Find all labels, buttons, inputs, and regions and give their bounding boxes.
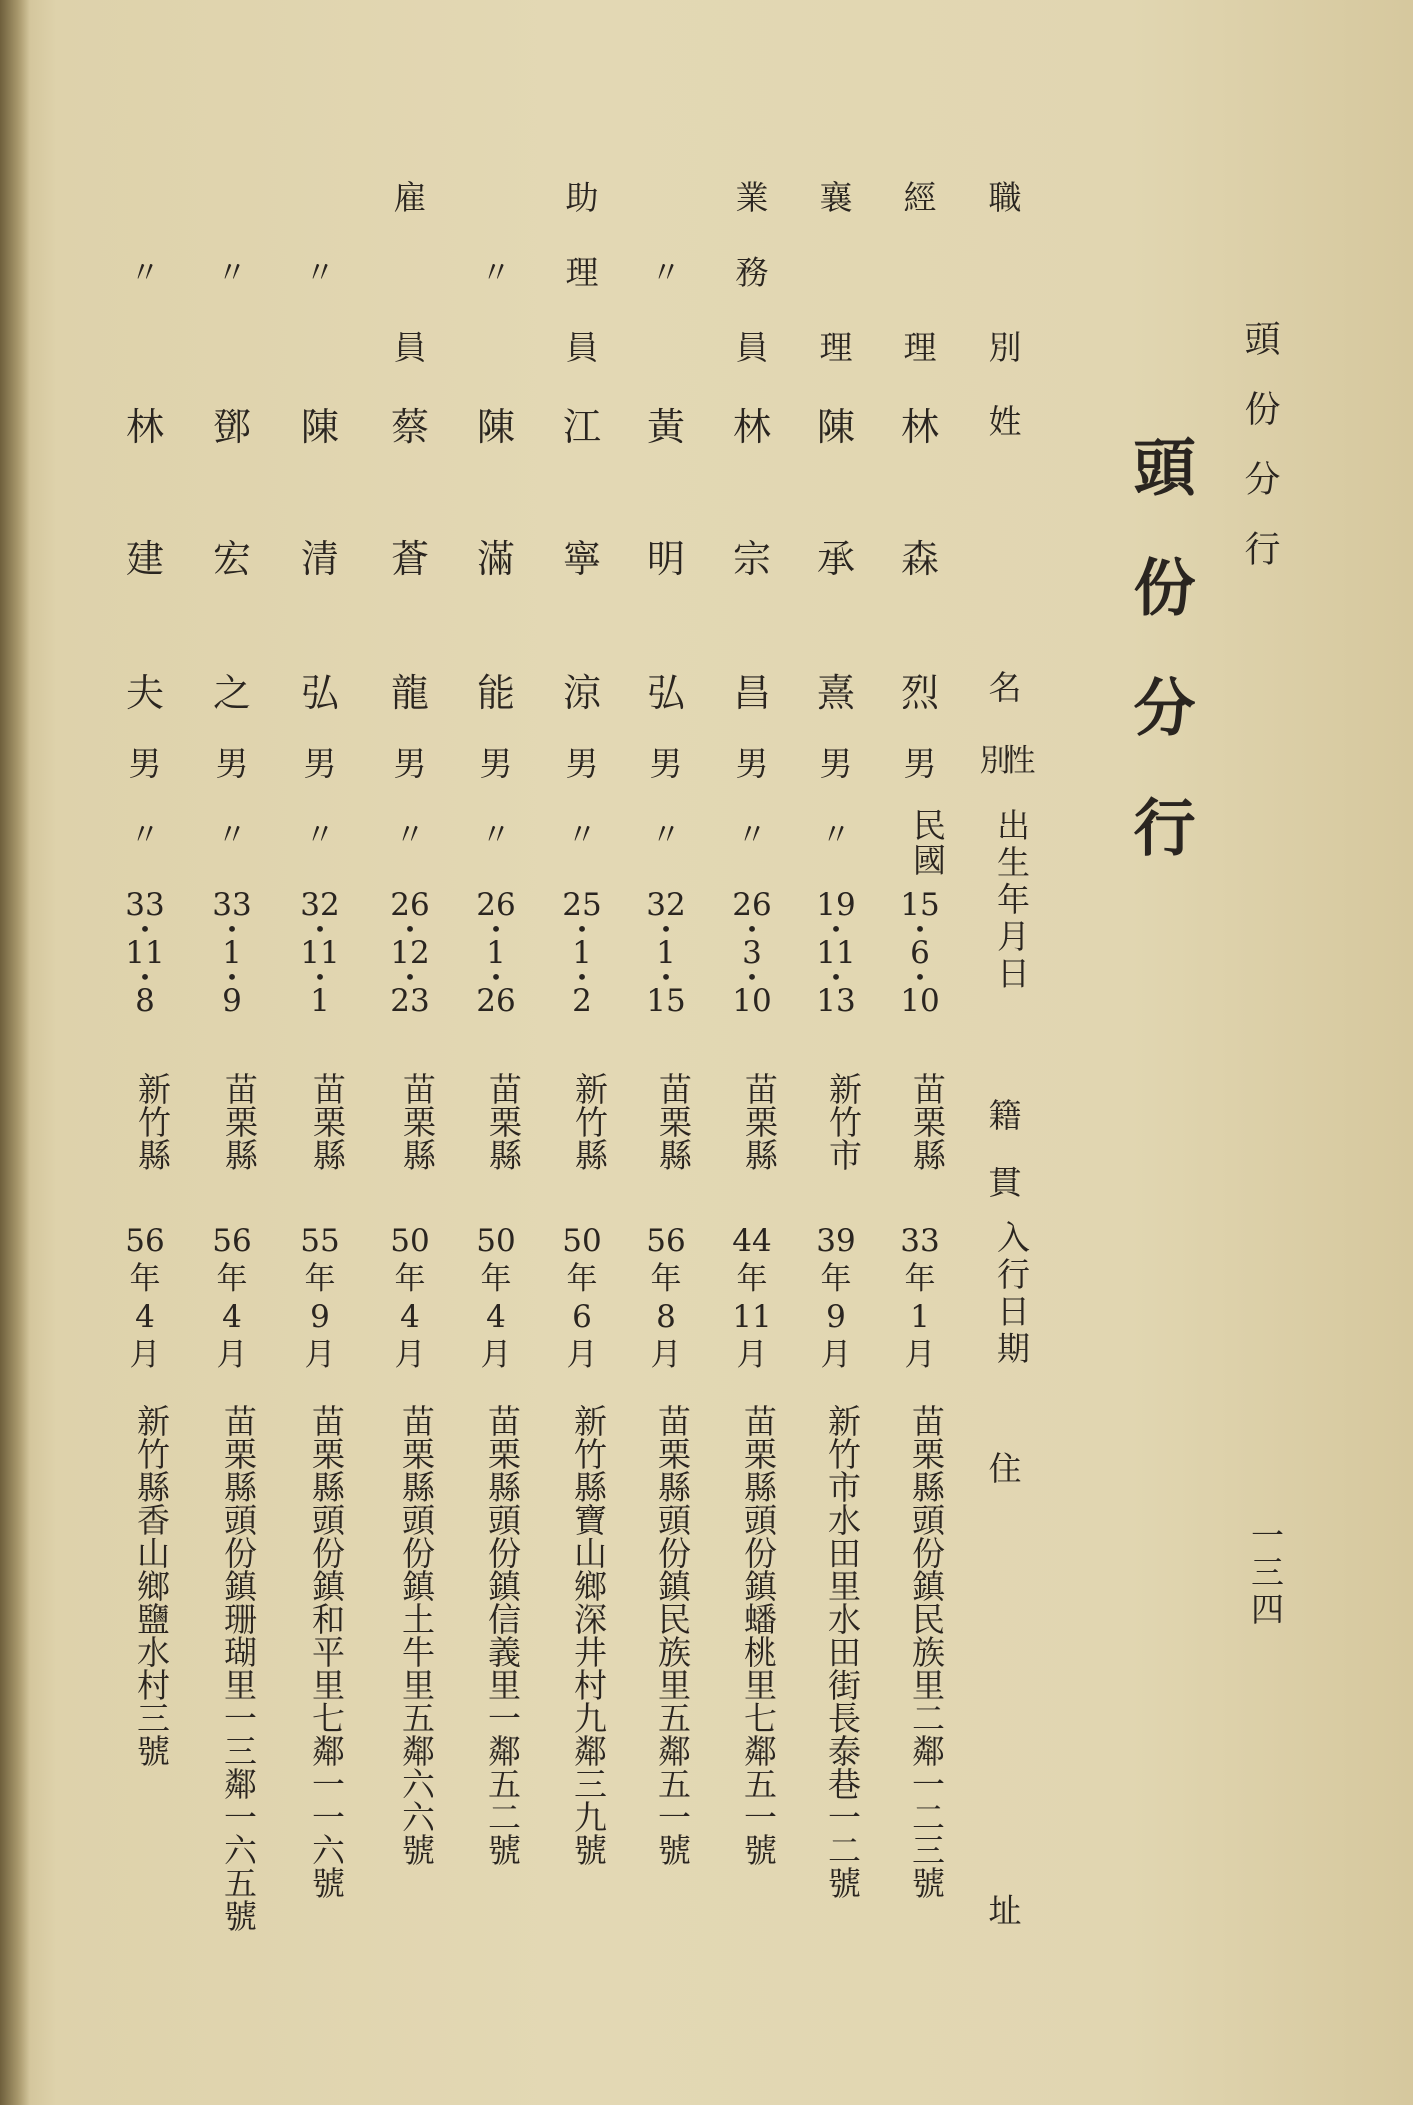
staff-joined-date xyxy=(552,1222,612,1374)
staff-surname: 陳 xyxy=(817,405,856,449)
staff-sex: 男 xyxy=(303,744,337,783)
staff-sex: 男 xyxy=(649,744,683,783)
birth-year: 32 xyxy=(646,887,686,923)
birth-month: 1 xyxy=(222,935,242,971)
birth-ditto-mark: 〃 xyxy=(217,818,247,853)
staff-given-name: 滿 xyxy=(477,537,516,581)
separator-dot: • xyxy=(139,917,151,941)
title-ditto-mark: 〃 xyxy=(305,256,335,291)
separator-dot: • xyxy=(314,965,326,989)
header-name-char: 姓 xyxy=(988,402,1022,441)
separator-dot: • xyxy=(490,917,502,941)
staff-sex: 男 xyxy=(479,744,513,783)
separator-dot: • xyxy=(830,917,842,941)
joined-year: 39 xyxy=(816,1223,856,1259)
staff-birth-date xyxy=(806,888,866,1018)
separator-dot: • xyxy=(660,965,672,989)
staff-birth-date xyxy=(636,888,696,1018)
staff-sex: 男 xyxy=(735,744,769,783)
staff-sex: 男 xyxy=(819,744,853,783)
title-char: 員 xyxy=(565,328,599,367)
month-char: 月 xyxy=(216,1337,248,1373)
staff-given-name: 宏 xyxy=(213,537,252,581)
title-char: 經 xyxy=(903,178,937,217)
joined-year: 50 xyxy=(562,1223,602,1259)
staff-given-name: 烈 xyxy=(901,671,940,715)
staff-joined-date xyxy=(890,1222,950,1374)
separator-dot: • xyxy=(576,965,588,989)
separator-dot: • xyxy=(914,917,926,941)
birth-day: 15 xyxy=(646,983,686,1019)
year-char: 年 xyxy=(129,1261,161,1297)
staff-sex: 男 xyxy=(565,744,599,783)
birth-day: 8 xyxy=(135,983,155,1019)
joined-month: 11 xyxy=(732,1299,772,1335)
staff-given-name: 涼 xyxy=(563,671,602,715)
staff-given-name: 建 xyxy=(126,537,165,581)
staff-surname: 林 xyxy=(733,405,772,449)
year-char: 年 xyxy=(216,1261,248,1297)
staff-native-place: 苗栗縣 xyxy=(908,1072,947,1171)
title-char: 理 xyxy=(565,253,599,292)
birth-year: 25 xyxy=(562,887,602,923)
birth-month: 1 xyxy=(486,935,506,971)
birth-ditto-mark: 〃 xyxy=(481,818,511,853)
header-name-char: 名 xyxy=(988,668,1022,707)
header-joined: 入行日期 xyxy=(992,1220,1031,1368)
birth-day: 10 xyxy=(900,983,940,1019)
birth-month: 6 xyxy=(910,935,930,971)
staff-address: 苗栗縣頭份鎮民族里二鄰一二三號 xyxy=(907,1404,946,1899)
title-char: 務 xyxy=(735,253,769,292)
staff-address: 苗栗縣頭份鎮民族里五鄰五一號 xyxy=(653,1404,692,1866)
staff-joined-date xyxy=(380,1222,440,1374)
staff-address: 苗栗縣頭份鎮蟠桃里七鄰五一號 xyxy=(739,1404,778,1866)
year-char: 年 xyxy=(304,1261,336,1297)
staff-native-place: 新竹縣 xyxy=(570,1072,609,1171)
joined-month: 4 xyxy=(222,1299,242,1335)
birth-ditto-mark: 〃 xyxy=(130,818,160,853)
title-ditto-mark: 〃 xyxy=(217,256,247,291)
staff-native-place: 新竹縣 xyxy=(133,1072,172,1171)
birth-year: 19 xyxy=(816,887,856,923)
book-spine-shadow xyxy=(0,0,30,2105)
staff-given-name: 弘 xyxy=(301,671,340,715)
joined-year: 56 xyxy=(212,1223,252,1259)
section-title: 頭份分行 xyxy=(1123,435,1196,915)
separator-dot: • xyxy=(576,917,588,941)
title-char: 襄 xyxy=(819,178,853,217)
running-header: 頭份分行 xyxy=(1239,320,1280,600)
birth-year: 26 xyxy=(476,887,516,923)
birth-day: 10 xyxy=(732,983,772,1019)
staff-birth-date xyxy=(722,888,782,1018)
staff-surname: 蔡 xyxy=(391,405,430,449)
staff-native-place: 苗栗縣 xyxy=(398,1072,437,1171)
title-char: 雇 xyxy=(393,178,427,217)
header-address-char: 址 xyxy=(988,1891,1022,1930)
year-char: 年 xyxy=(904,1261,936,1297)
staff-sex: 男 xyxy=(128,744,162,783)
staff-address: 苗栗縣頭份鎮和平里七鄰一一六號 xyxy=(307,1404,346,1899)
birth-day: 1 xyxy=(310,983,330,1019)
staff-sex: 男 xyxy=(393,744,427,783)
title-char: 業 xyxy=(735,178,769,217)
birth-day: 13 xyxy=(816,983,856,1019)
separator-dot: • xyxy=(746,965,758,989)
birth-year: 15 xyxy=(900,887,940,923)
joined-month: 9 xyxy=(826,1299,846,1335)
joined-year: 56 xyxy=(646,1223,686,1259)
staff-birth-date xyxy=(115,888,175,1018)
birth-year: 26 xyxy=(390,887,430,923)
title-ditto-mark: 〃 xyxy=(481,256,511,291)
staff-given-name: 龍 xyxy=(391,671,430,715)
staff-given-name: 宗 xyxy=(733,537,772,581)
birth-month: 1 xyxy=(656,935,676,971)
staff-given-name: 昌 xyxy=(733,671,772,715)
staff-joined-date xyxy=(806,1222,866,1374)
staff-joined-date xyxy=(115,1222,175,1374)
birth-ditto-mark: 〃 xyxy=(821,818,851,853)
staff-birth-date xyxy=(552,888,612,1018)
header-sex-char: 別 xyxy=(979,743,1011,779)
staff-given-name: 寧 xyxy=(563,537,602,581)
birth-month: 3 xyxy=(742,935,762,971)
header-birth: 出生年月日 xyxy=(992,808,1031,993)
separator-dot: • xyxy=(139,965,151,989)
birth-month: 11 xyxy=(125,935,165,971)
title-ditto-mark: 〃 xyxy=(651,256,681,291)
year-char: 年 xyxy=(394,1261,426,1297)
month-char: 月 xyxy=(566,1337,598,1373)
joined-month: 4 xyxy=(486,1299,506,1335)
birth-year: 32 xyxy=(300,887,340,923)
page-number: 一三四 xyxy=(1246,1518,1285,1629)
staff-native-place: 苗栗縣 xyxy=(220,1072,259,1171)
staff-native-place: 新竹市 xyxy=(824,1072,863,1171)
staff-birth-date xyxy=(202,888,262,1018)
birth-ditto-mark: 〃 xyxy=(395,818,425,853)
birth-ditto-mark: 〃 xyxy=(305,818,335,853)
staff-given-name: 之 xyxy=(213,671,252,715)
staff-native-place: 苗栗縣 xyxy=(740,1072,779,1171)
month-char: 月 xyxy=(650,1337,682,1373)
year-char: 年 xyxy=(820,1261,852,1297)
staff-given-name: 森 xyxy=(901,537,940,581)
year-char: 年 xyxy=(736,1261,768,1297)
title-char: 員 xyxy=(393,328,427,367)
staff-sex: 男 xyxy=(903,744,937,783)
staff-given-name: 弘 xyxy=(647,671,686,715)
staff-surname: 林 xyxy=(126,405,165,449)
year-char: 年 xyxy=(566,1261,598,1297)
separator-dot: • xyxy=(226,965,238,989)
staff-address: 苗栗縣頭份鎮土牛里五鄰六六號 xyxy=(397,1404,436,1866)
birth-year: 33 xyxy=(212,887,252,923)
header-address-char: 住 xyxy=(988,1449,1022,1488)
separator-dot: • xyxy=(660,917,672,941)
separator-dot: • xyxy=(746,917,758,941)
staff-birth-date xyxy=(290,888,350,1018)
staff-address: 苗栗縣頭份鎮信義里一鄰五二號 xyxy=(483,1404,522,1866)
staff-given-name: 能 xyxy=(477,671,516,715)
month-char: 月 xyxy=(304,1337,336,1373)
header-native-char: 貫 xyxy=(988,1163,1022,1202)
month-char: 月 xyxy=(129,1337,161,1373)
joined-month: 4 xyxy=(135,1299,155,1335)
separator-dot: • xyxy=(226,917,238,941)
staff-given-name: 蒼 xyxy=(391,537,430,581)
year-char: 年 xyxy=(650,1261,682,1297)
joined-year: 44 xyxy=(732,1223,772,1259)
month-char: 月 xyxy=(820,1337,852,1373)
staff-surname: 黃 xyxy=(647,405,686,449)
joined-month: 6 xyxy=(572,1299,592,1335)
staff-joined-date xyxy=(722,1222,782,1374)
title-char: 理 xyxy=(819,328,853,367)
staff-surname: 江 xyxy=(563,405,602,449)
staff-surname: 陳 xyxy=(301,405,340,449)
staff-birth-date xyxy=(380,888,440,1018)
month-char: 月 xyxy=(904,1337,936,1373)
month-char: 月 xyxy=(736,1337,768,1373)
birth-year: 26 xyxy=(732,887,772,923)
header-title-char: 別 xyxy=(988,328,1022,367)
staff-given-name: 清 xyxy=(301,537,340,581)
staff-surname: 林 xyxy=(901,405,940,449)
staff-joined-date xyxy=(636,1222,696,1374)
staff-joined-date xyxy=(202,1222,262,1374)
staff-surname: 陳 xyxy=(477,405,516,449)
birth-day: 2 xyxy=(572,983,592,1019)
joined-year: 55 xyxy=(300,1223,340,1259)
staff-birth-date xyxy=(466,888,526,1018)
separator-dot: • xyxy=(914,965,926,989)
title-char: 助 xyxy=(565,178,599,217)
title-char: 理 xyxy=(903,328,937,367)
title-char: 員 xyxy=(735,328,769,367)
joined-year: 50 xyxy=(476,1223,516,1259)
birth-ditto-mark: 〃 xyxy=(651,818,681,853)
staff-given-name: 明 xyxy=(647,537,686,581)
staff-native-place: 苗栗縣 xyxy=(484,1072,523,1171)
birth-day: 9 xyxy=(222,983,242,1019)
joined-month: 9 xyxy=(310,1299,330,1335)
birth-prefix: 民國 xyxy=(908,808,947,878)
staff-birth-date xyxy=(890,888,950,1018)
birth-day: 26 xyxy=(476,983,516,1019)
birth-ditto-mark: 〃 xyxy=(567,818,597,853)
birth-month: 11 xyxy=(816,935,856,971)
month-char: 月 xyxy=(394,1337,426,1373)
staff-native-place: 苗栗縣 xyxy=(654,1072,693,1171)
year-char: 年 xyxy=(480,1261,512,1297)
staff-given-name: 夫 xyxy=(126,671,165,715)
separator-dot: • xyxy=(314,917,326,941)
separator-dot: • xyxy=(830,965,842,989)
staff-given-name: 熹 xyxy=(817,671,856,715)
staff-address: 新竹縣寶山鄉深井村九鄰三九號 xyxy=(569,1404,608,1866)
staff-address: 新竹縣香山鄉鹽水村三號 xyxy=(132,1404,171,1767)
staff-native-place: 苗栗縣 xyxy=(308,1072,347,1171)
birth-month: 12 xyxy=(390,935,430,971)
month-char: 月 xyxy=(480,1337,512,1373)
birth-year: 33 xyxy=(125,887,165,923)
joined-month: 4 xyxy=(400,1299,420,1335)
staff-given-name: 承 xyxy=(817,537,856,581)
staff-surname: 鄧 xyxy=(213,405,252,449)
birth-month: 11 xyxy=(300,935,340,971)
staff-sex: 男 xyxy=(215,744,249,783)
joined-month: 8 xyxy=(656,1299,676,1335)
header-title-char: 職 xyxy=(988,178,1022,217)
separator-dot: • xyxy=(490,965,502,989)
birth-day: 23 xyxy=(390,983,430,1019)
separator-dot: • xyxy=(404,965,416,989)
header-native-char: 籍 xyxy=(988,1096,1022,1135)
joined-year: 33 xyxy=(900,1223,940,1259)
joined-year: 50 xyxy=(390,1223,430,1259)
staff-address: 苗栗縣頭份鎮珊瑚里一三鄰一六五號 xyxy=(219,1404,258,1932)
birth-month: 1 xyxy=(572,935,592,971)
birth-ditto-mark: 〃 xyxy=(737,818,767,853)
title-ditto-mark: 〃 xyxy=(130,256,160,291)
joined-month: 1 xyxy=(910,1299,930,1335)
staff-joined-date xyxy=(290,1222,350,1374)
separator-dot: • xyxy=(404,917,416,941)
staff-joined-date xyxy=(466,1222,526,1374)
header-sex-char: 性 xyxy=(1004,743,1036,779)
staff-address: 新竹市水田里水田街長泰巷一二號 xyxy=(823,1404,862,1899)
joined-year: 56 xyxy=(125,1223,165,1259)
